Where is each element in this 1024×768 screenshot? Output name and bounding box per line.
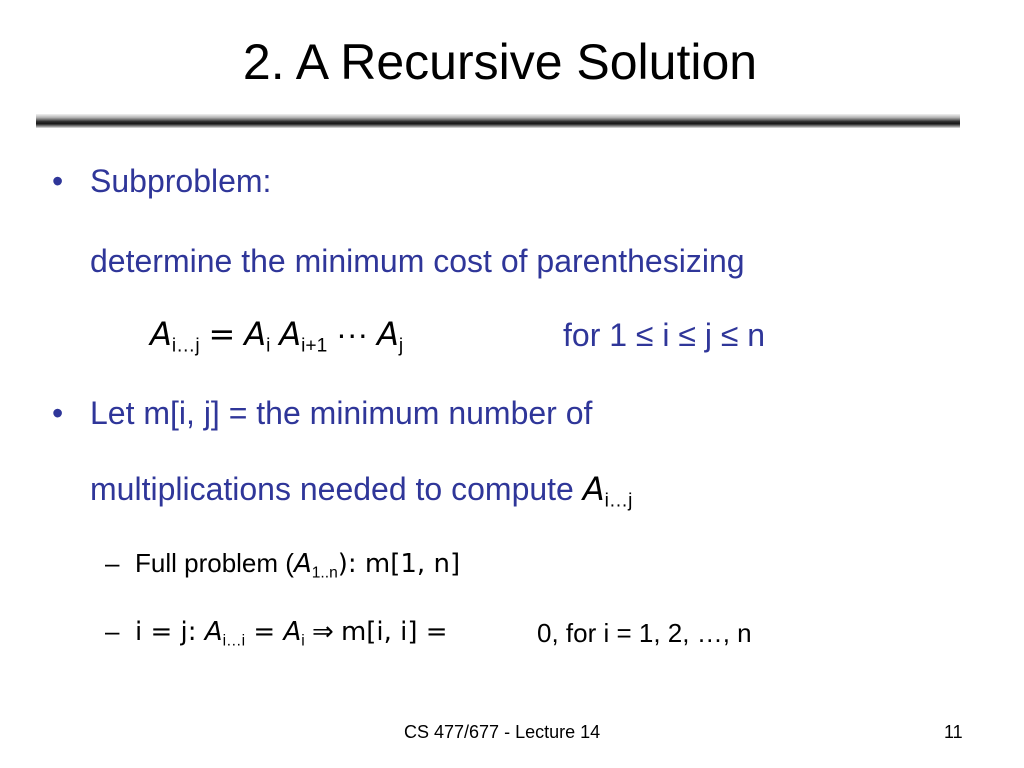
sub-base-case [135, 616, 448, 650]
subscript: i [266, 335, 271, 357]
page-number: 11 [944, 722, 963, 742]
subproblem-description: determine the minimum cost of parenthesizing [90, 243, 745, 279]
bullet-marker: • [52, 395, 64, 431]
implies-arrow: ⇒ [304, 616, 341, 646]
matrix-a: A [279, 315, 302, 353]
ellipsis: ··· [336, 316, 369, 352]
slide-title: 2. A Recursive Solution [242, 34, 758, 90]
subscript: 1..n [311, 564, 338, 582]
compute-text: multiplications needed to compute [90, 471, 574, 507]
formula-condition: for 1 ≤ i ≤ j ≤ n [563, 317, 766, 353]
bullet-subproblem: Subproblem: [90, 163, 272, 199]
dash-marker: – [105, 548, 120, 578]
full-problem-rest: ): m[1, n] [337, 549, 461, 579]
dash-marker: – [105, 616, 120, 646]
equals-sign: = [245, 617, 284, 647]
base-case-prefix: i = j: [135, 617, 205, 647]
formula-line [150, 315, 404, 357]
matrix-a: A [204, 617, 223, 647]
subscript: i…j [171, 335, 200, 357]
full-problem-text: Full problem ( [135, 548, 294, 578]
subscript: i [301, 632, 305, 650]
subscript: i…j [604, 490, 633, 512]
bullet-marker: • [52, 163, 64, 199]
matrix-a: A [283, 617, 302, 647]
matrix-a: A [150, 315, 172, 353]
title-divider [36, 114, 960, 128]
matrix-a: A [244, 315, 267, 353]
bullet-let-m: Let m[i, j] = the minimum number of [90, 395, 593, 431]
base-case-result: 0, for i = 1, 2, …, n [537, 618, 752, 648]
subscript: i+1 [301, 335, 328, 357]
equals-sign: = [208, 315, 236, 353]
footer-course: CS 477/677 - Lecture 14 [404, 722, 601, 742]
matrix-a: A [293, 549, 312, 579]
sub-full-problem [135, 548, 461, 582]
m-ii: m[i, i] = [340, 617, 448, 647]
matrix-a: A [377, 315, 399, 353]
subscript: i…i [222, 632, 246, 650]
subscript: j [398, 335, 404, 357]
matrix-a: A [582, 470, 605, 508]
bullet-let-m-cont [90, 470, 633, 512]
